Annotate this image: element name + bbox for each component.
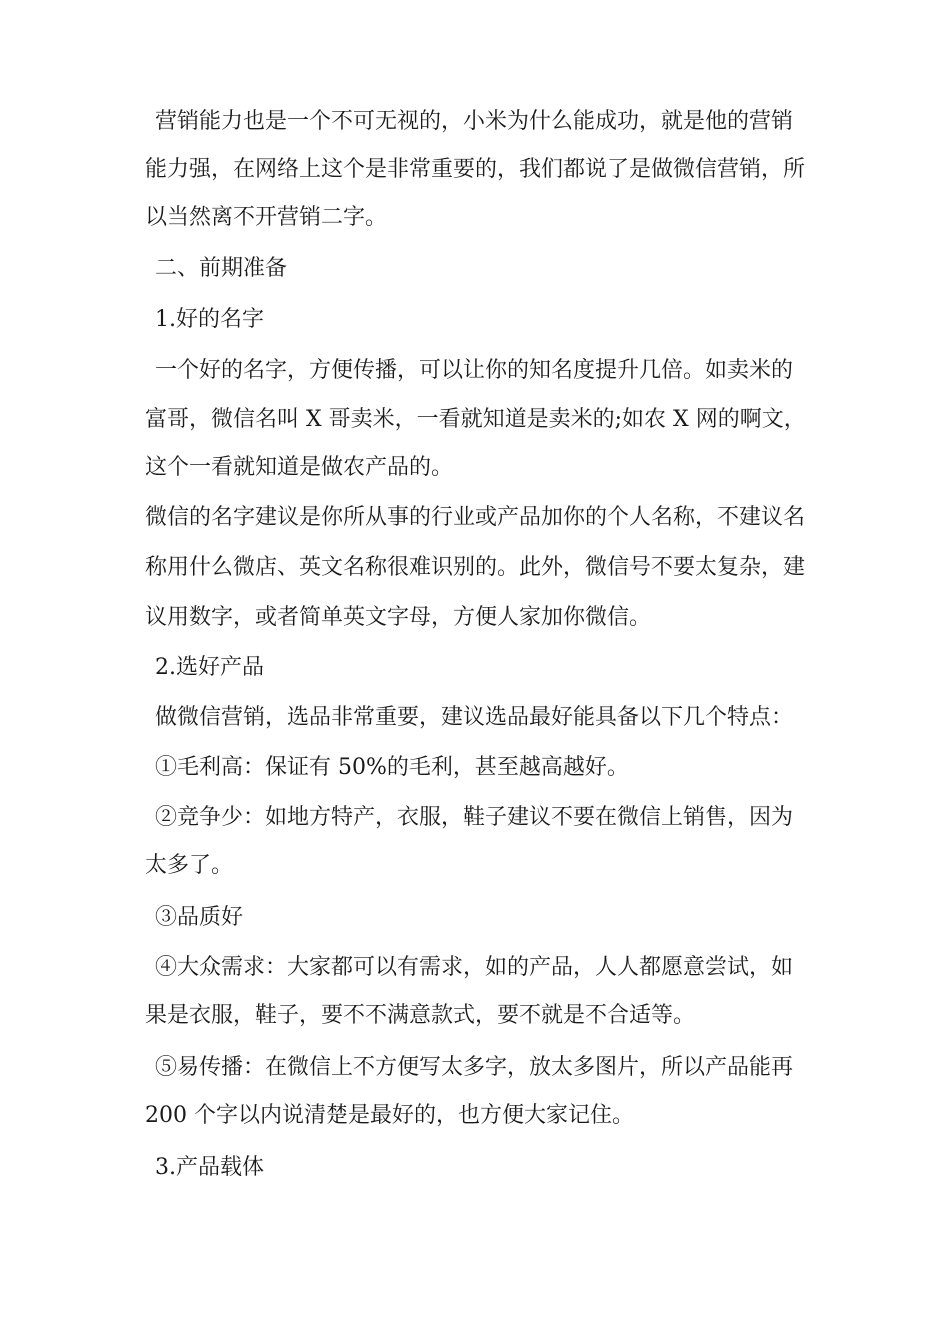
list-item: ②竞争少：如地方特产，衣服，鞋子建议不要在微信上销售，因为 [155, 805, 794, 830]
list-item-continuation: 果是衣服，鞋子，要不不满意款式，要不就是不合适等。 [145, 1003, 696, 1028]
list-item: ①毛利高：保证有 50%的毛利，甚至越高越好。 [155, 755, 629, 780]
list-item-continuation: 太多了。 [145, 853, 234, 878]
section-heading: 二、前期准备 [155, 256, 288, 281]
subsection-heading: 3.产品载体 [155, 1155, 264, 1180]
paragraph-line: 称用什么微店、英文名称很难识别的。此外，微信号不要太复杂，建 [145, 555, 806, 580]
paragraph-line: 以当然离不开营销二字。 [145, 205, 388, 230]
list-item-continuation: 200 个字以内说清楚是最好的，也方便大家记住。 [145, 1103, 634, 1128]
subsection-heading: 2.选好产品 [155, 655, 264, 680]
paragraph-line: 能力强，在网络上这个是非常重要的，我们都说了是做微信营销，所 [145, 157, 806, 182]
paragraph-line: 微信的名字建议是你所从事的行业或产品加你的个人名称，不建议名 [145, 505, 806, 530]
list-item: ④大众需求：大家都可以有需求，如的产品，人人都愿意尝试，如 [155, 955, 794, 980]
paragraph-line: 一个好的名字，方便传播，可以让你的知名度提升几倍。如卖米的 [155, 358, 794, 383]
paragraph-line: 这个一看就知道是做农产品的。 [145, 455, 454, 480]
paragraph-line: 富哥，微信名叫 X 哥卖米，一看就知道是卖米的;如农 X 网的啊文， [145, 407, 806, 432]
list-item: ⑤易传播：在微信上不方便写太多字，放太多图片，所以产品能再 [155, 1055, 794, 1080]
paragraph-line: 议用数字，或者简单英文字母，方便人家加你微信。 [145, 605, 652, 630]
paragraph-line: 营销能力也是一个不可无视的，小米为什么能成功，就是他的营销 [155, 109, 794, 134]
list-item: ③品质好 [155, 905, 244, 930]
subsection-heading: 1.好的名字 [155, 307, 264, 332]
paragraph-line: 做微信营销，选品非常重要，建议选品最好能具备以下几个特点： [155, 705, 794, 730]
